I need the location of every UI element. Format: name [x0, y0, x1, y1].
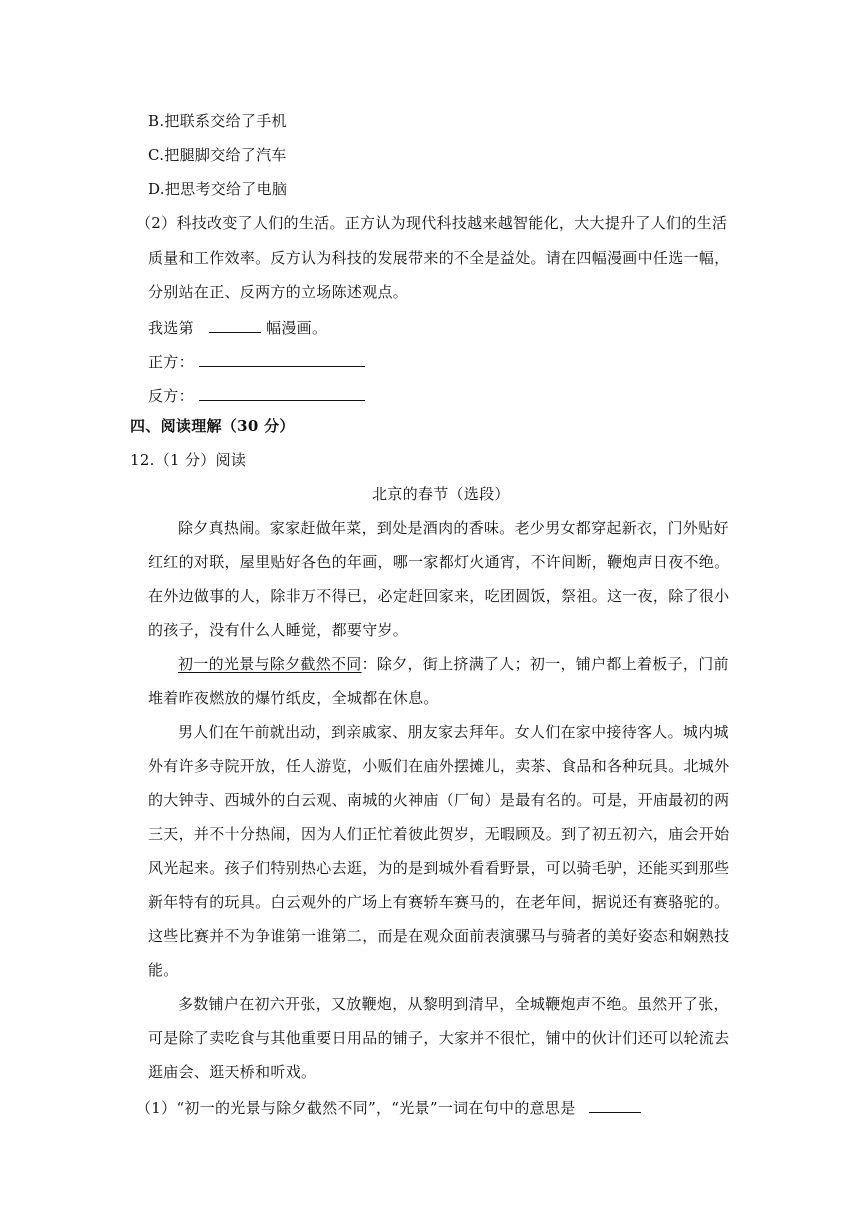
comic-number-blank[interactable]	[209, 316, 261, 333]
pro-row	[148, 350, 365, 372]
p3-line-8: 能。	[148, 961, 179, 979]
option-d: D.把思考交给了电脑	[148, 180, 288, 198]
p2-line-1-rest: ：除夕，街上挤满了人；初一，铺户都上着板子，门前	[361, 655, 729, 673]
p3-line-4: 三天，并不十分热闹，因为人们正忙着彼此贺岁，无暇顾及。到了初五初六，庙会开始	[148, 825, 730, 843]
option-b: B.把联系交给了手机	[148, 112, 287, 130]
question-12: 12.（1 分）阅读	[130, 451, 247, 469]
section-heading: 四、阅读理解（30 分）	[130, 417, 295, 435]
p3-line-2: 外有许多寺院开放，任人游览，小贩们在庙外摆摊儿，卖茶、食品和各种玩具。北城外	[148, 757, 730, 775]
choose-suffix: 幅漫画。	[266, 319, 328, 337]
p3-line-5: 风光起来。孩子们特别热心去逛，为的是到城外看看野景，可以骑毛驴，还能买到那些	[148, 859, 730, 877]
q2-line-3: 分别站在正、反两方的立场陈述观点。	[148, 283, 409, 301]
underlined-sentence: 初一的光景与除夕截然不同	[178, 655, 362, 673]
sub-question-1-blank[interactable]	[589, 1096, 641, 1113]
p4-line-2: 可是除了卖吃食与其他重要日用品的铺子，大家并不很忙，铺中的伙计们还可以轮流去	[148, 1029, 730, 1047]
p3-line-1: 男人们在午前就出动，到亲戚家、朋友家去拜年。女人们在家中接待客人。城内城	[178, 723, 729, 741]
passage-title: 北京的春节（选段）	[372, 485, 510, 503]
p1-line-1: 除夕真热闹。家家赶做年菜，到处是酒肉的香味。老少男女都穿起新衣，门外贴好	[178, 519, 729, 537]
p3-line-7: 这些比赛并不为争谁第一谁第二，而是在观众面前表演骡马与骑者的美好姿态和娴熟技	[148, 927, 730, 945]
p4-line-3: 逛庙会、逛天桥和听戏。	[148, 1063, 317, 1081]
sub-question-1	[136, 1096, 641, 1118]
p1-line-2: 红红的对联，屋里贴好各色的年画，哪一家都灯火通宵，不许间断，鞭炮声日夜不绝。	[148, 553, 730, 571]
p1-line-4: 的孩子，没有什么人睡觉，都要守岁。	[148, 621, 409, 639]
con-label: 反方：	[148, 387, 194, 405]
q2-line-2: 质量和工作效率。反方认为科技的发展带来的不全是益处。请在四幅漫画中任选一幅，	[148, 249, 730, 267]
con-row	[148, 384, 365, 406]
p1-line-3: 在外边做事的人，除非万不得已，必定赶回家来，吃团圆饭，祭祖。这一夜，除了很小	[148, 587, 730, 605]
option-c: C.把腿脚交给了汽车	[148, 146, 287, 164]
pro-label: 正方：	[148, 353, 194, 371]
con-answer-blank[interactable]	[199, 384, 365, 401]
choose-comic-row	[148, 316, 327, 338]
p4-line-1: 多数铺户在初六开张，又放鞭炮，从黎明到清早，全城鞭炮声不绝。虽然开了张，	[178, 995, 729, 1013]
sub-question-1-text: （1）“初一的光景与除夕截然不同”，“光景”一词在句中的意思是	[136, 1099, 576, 1117]
p3-line-3: 的大钟寺、西城外的白云观、南城的火神庙（厂甸）是最有名的。可是，开庙最初的两	[148, 791, 730, 809]
p2-line-1	[178, 654, 729, 674]
p2-line-2: 堆着昨夜燃放的爆竹纸皮，全城都在休息。	[148, 689, 439, 707]
q2-line-1: （2）科技改变了人们的生活。正方认为现代科技越来越智能化，大大提升了人们的生活	[136, 214, 728, 232]
choose-prefix: 我选第	[148, 319, 194, 337]
p3-line-6: 新年特有的玩具。白云观外的广场上有赛轿车赛马的，在老年间，据说还有赛骆驼的。	[148, 893, 730, 911]
pro-answer-blank[interactable]	[199, 350, 365, 367]
